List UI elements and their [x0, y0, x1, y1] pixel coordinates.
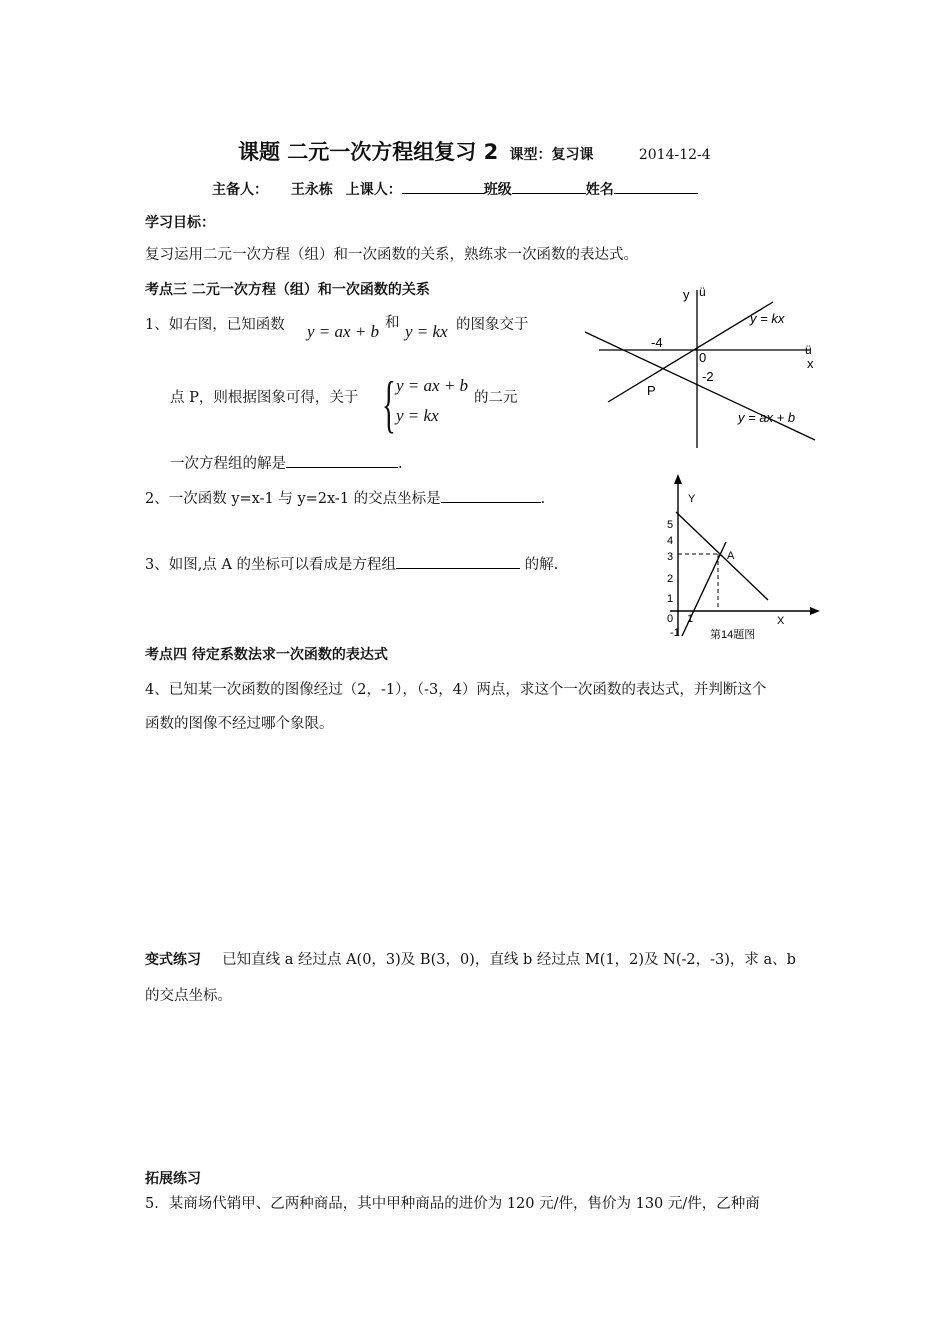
fig2-tick-4: 4: [667, 535, 674, 547]
fig1-y-label: y: [683, 287, 690, 302]
fig1-line-kx: [608, 302, 773, 402]
fig2-y-label: Y: [688, 493, 696, 505]
fig2-tick-1: 1: [667, 593, 674, 605]
q1-prefix: 1、如右图，已知函数: [145, 317, 285, 333]
figure1-graph: [575, 280, 835, 450]
extension-heading: 拓展练习: [145, 1171, 201, 1187]
q3-end: 的解.: [520, 557, 559, 573]
fig1-kx-label: y = kx: [750, 311, 785, 326]
system-brace: {: [382, 368, 396, 439]
q1-eq2: y = kx: [405, 322, 448, 341]
q1-answer-blank[interactable]: [286, 452, 398, 468]
page-title: 课题 二元一次方程组复习 2: [238, 140, 499, 164]
fig2-label-neg1: -1: [670, 627, 680, 639]
name-label: 姓名: [585, 182, 614, 198]
q1-end: .: [398, 456, 403, 472]
q1-line2-prefix: 点 P，则根据图象可得，关于: [170, 390, 359, 406]
q1-sys1: y = ax + b: [396, 376, 469, 395]
q2-end: .: [540, 491, 546, 507]
fig1-label-neg4: -4: [651, 335, 663, 350]
variant-label: 变式练习: [145, 952, 201, 968]
fig1-y-arrow: ü: [699, 285, 706, 299]
class-blank[interactable]: [512, 178, 586, 194]
q2-text: 2、一次函数 y=x-1 与 y=2x-1 的交点坐标是: [145, 491, 441, 507]
q1-line3: 一次方程组的解是: [170, 456, 286, 472]
fig1-label-neg2: -2: [702, 369, 714, 384]
section4-heading: 考点四 待定系数法求一次函数的表达式: [145, 647, 388, 663]
lesson-type: 课型：复习课: [509, 147, 594, 163]
section3-heading: 考点三 二元一次方程（组）和一次函数的关系: [145, 282, 430, 298]
fig2-x-label: X: [777, 615, 785, 627]
fig1-label-P: P: [647, 383, 656, 398]
fig2-label-A: A: [727, 550, 735, 562]
goals-heading: 学习目标：: [145, 215, 215, 231]
q1-suffix: 的图象交于: [456, 317, 529, 333]
fig2-caption: 第14题图: [710, 629, 756, 641]
fig1-x-label: x: [807, 356, 814, 371]
fig1-axb-label: y = ax + b: [738, 410, 796, 425]
q4-line2: 函数的图像不经过哪个象限。: [145, 716, 334, 732]
fig1-x-arrow: ü: [805, 343, 812, 357]
fig2-x-arrowhead: [810, 607, 820, 615]
q1-sys2: y = kx: [396, 406, 439, 425]
fig2-tick-2: 2: [667, 573, 674, 585]
prep-label: 主备人：: [212, 182, 268, 198]
fig2-tick-3: 3: [667, 551, 674, 563]
variant-line1: 已知直线 a 经过点 A(0，3)及 B(3，0)，直线 b 经过点 M(1，2)及 N(-2，-3)，求 a、b: [222, 952, 796, 968]
fig2-label-1: 1: [687, 613, 694, 625]
figure2-graph: [650, 470, 830, 642]
goals-text: 复习运用二元一次方程（组）和一次函数的关系，熟练求一次函数的表达式。: [145, 247, 638, 263]
teacher-blank[interactable]: [402, 178, 484, 194]
lesson-date: 2014-12-4: [638, 147, 711, 163]
fig2-y-arrowhead: [674, 474, 682, 484]
q5-text: 5．某商场代销甲、乙两种商品，其中甲种商品的进价为 120 元/件，售价为 130 元/件，乙种商: [145, 1196, 760, 1212]
teacher-label: 上课人：: [345, 182, 402, 198]
q3-text: 3、如图,点 A 的坐标可以看成是方程组: [145, 557, 397, 573]
name-blank[interactable]: [614, 178, 698, 194]
fig2-tick-5: 5: [667, 519, 674, 531]
fig2-line-decreasing: [676, 512, 768, 600]
q1-and: 和: [385, 315, 400, 331]
q2-answer-blank[interactable]: [441, 487, 541, 503]
q4-line1: 4、已知某一次函数的图像经过（2，-1），（-3，4）两点，求这个一次函数的表达式，并判断这个: [145, 682, 767, 698]
prep-name: 王永栋: [290, 182, 333, 198]
header-info-line: [212, 178, 698, 199]
variant-line2: 的交点坐标。: [145, 988, 232, 1004]
q1-line2-suffix: 的二元: [474, 390, 518, 406]
q1-eq1: y = ax + b: [307, 322, 380, 341]
fig2-label-0: 0: [667, 613, 674, 625]
fig1-label-0: 0: [699, 350, 707, 365]
q3-answer-blank[interactable]: [396, 553, 520, 569]
class-label: 班级: [483, 182, 512, 198]
